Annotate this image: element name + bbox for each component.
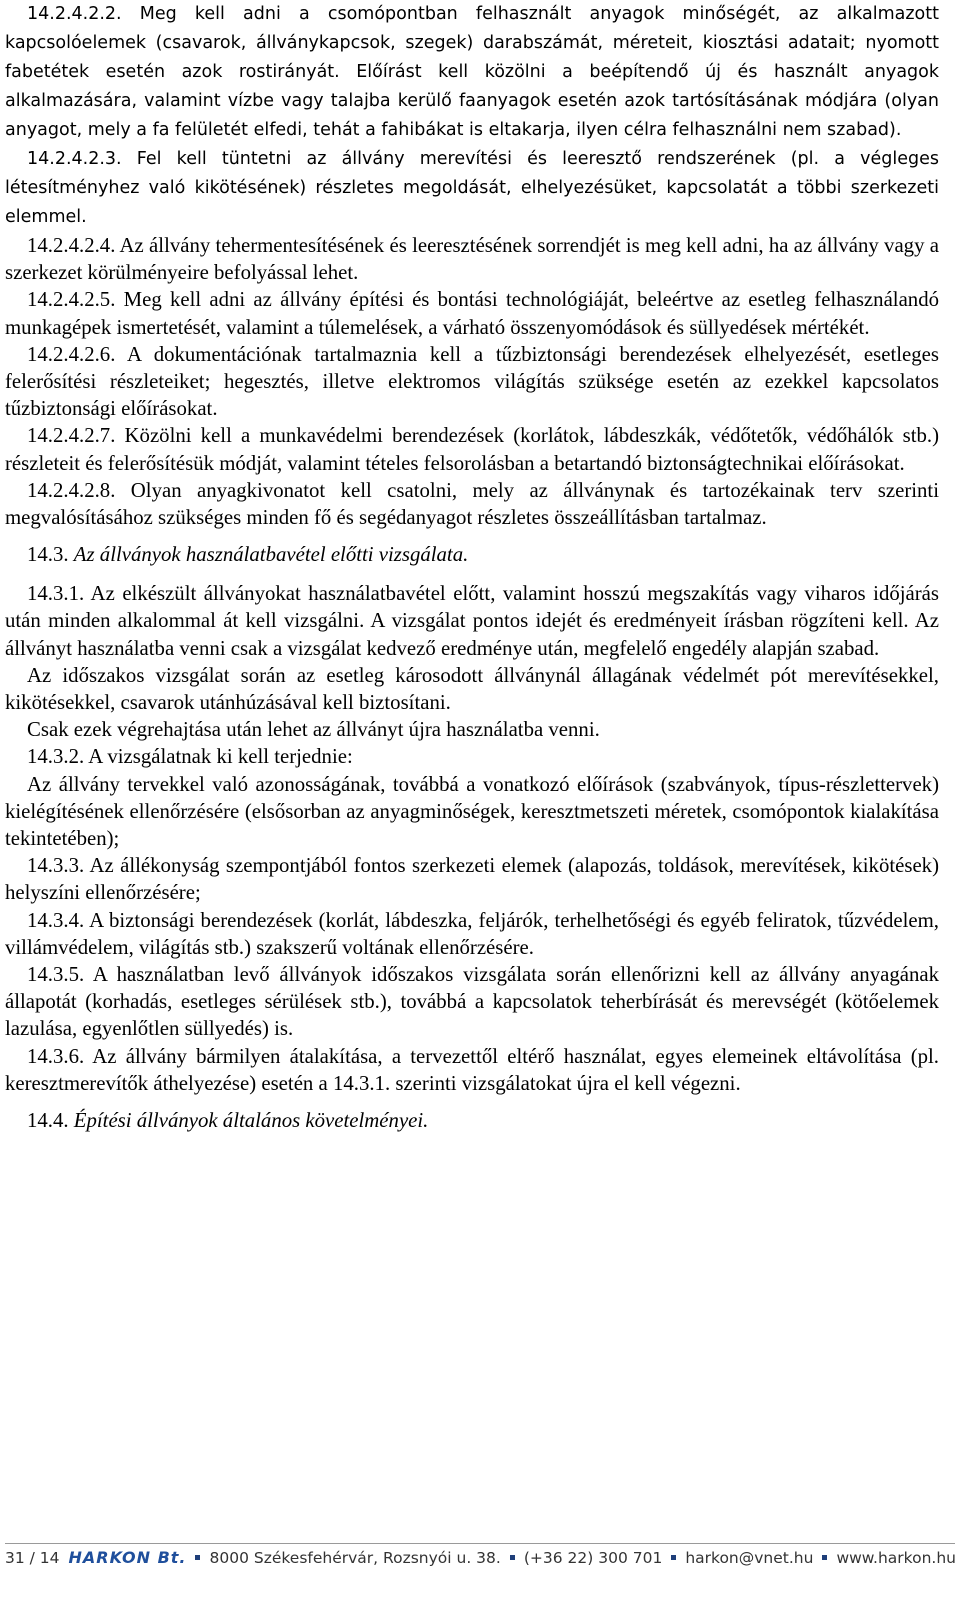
section-title: Építési állványok általános követelményei. (73, 1109, 429, 1133)
section-heading-14-4 (5, 1107, 939, 1134)
paragraph-14-3-2: 14.3.2. A vizsgálatnak ki kell terjednie: (27, 745, 353, 769)
company-address: 8000 Székesfehérvár, Rozsnyói u. 38. (209, 1548, 501, 1567)
paragraph-14-3-5: 14.3.5. A használatban levő állványok időszakos vizsgálata során ellenőrizni kell az állvány anyagának állapotát (korhadás, esetleges sérülések stb.), továbbá a kapcsolatok teherbírását és merevségét (kötőelemek lazulása, egyenlőtlen süllyedés) is. (5, 963, 939, 1041)
paragraph-conformity-check: Az állvány tervekkel való azonosságának, továbbá a vonatkozó előírások (szabványok, típus-részlettervek) kielégítésének ellenőrzésére (elsősorban az anyagminőségek, keresztmetszeti méretek, csomópontok kialakítása tekintetében); (5, 772, 939, 851)
paragraph-14-3-3: 14.3.3. Az állékonyság szempontjából fontos szerkezeti elemek (alapozás, toldások, merevítések, kikötések) helyszíni ellenőrzésére; (5, 854, 939, 905)
paragraph-14-2-4-2-5: 14.2.4.2.5. Meg kell adni az állvány építési és bontási technológiáját, beleértve az esetleg felhasználandó munkagépek ismertetését, valamint a túlemelések, a várható összenyomódások és süllyedések mértékét. (5, 288, 939, 339)
paragraph-14-3-6: 14.3.6. Az állvány bármilyen átalakítása, a tervezettől eltérő használat, egyes elemeinek eltávolítása (pl. keresztmerevítők áthelyezése) esetén a 14.3.1. szerinti vizsgálatokat újra el kell végezni. (5, 1044, 939, 1095)
paragraph-14-2-4-2-2: 14.2.4.2.2. Meg kell adni a csomópontban felhasznált anyagok minőségét, az alkalmazott kapcsolóelemek (csavarok, állványkapcsok, szegek) darabszámát, méreteit, kiosztási adatait; nyomott fabetétek esetén azok rostirányát. Előírást kell közölni a beépítendő új és használt anyagok alkalmazására, valamint vízbe vagy talajba kerülő faanyagok esetén azok tartósításának módjára (olyan anyagot, mely a fa felületét elfedi, tehát a fahibákat is eltakarja, ilyen célra felhasználni nem szabad). (5, 4, 939, 140)
paragraph-14-3-1: 14.3.1. Az elkészült állványokat használatbavétel előtt, valamint hosszú megszakítás vagy viharos időjárás után minden alkalommal át kell vizsgálni. A vizsgálat pontos idejét és eredményeit írásban rögzíteni kell. Az állványt használatba venni csak a vizsgálat kedvező eredménye után, megfelelő engedély alapján szabad. (5, 582, 939, 660)
company-email[interactable]: harkon@vnet.hu (685, 1548, 814, 1567)
section-title: Az állványok használatbavétel előtti vizsgálata. (73, 543, 469, 567)
paragraph-inspection-periodic: Az időszakos vizsgálat során az esetleg károsodott állványnál állagának védelmét pót merevítésekkel, kikötésekkel, csavarok utánhúzásával kell biztosítani. (5, 663, 939, 715)
document-page (5, 0, 939, 1540)
footer-rule (5, 1543, 955, 1544)
paragraph-14-2-4-2-7: 14.2.4.2.7. Közölni kell a munkavédelmi berendezések (korlátok, lábdeszkák, védőtetők, védőhálók stb.) részleteit és felerősítésük módját, valamint tételes felsorolásban a betartandó biztonságtechnikai előírásokat. (5, 424, 939, 475)
document-body (5, 0, 939, 1146)
company-website[interactable]: www.harkon.hu (836, 1548, 956, 1567)
page-footer (5, 1543, 955, 1573)
section-number: 14.4. (27, 1109, 74, 1133)
footer-row (5, 1548, 956, 1567)
separator-bullet (822, 1555, 827, 1560)
paragraph-14-2-4-2-8: 14.2.4.2.8. Olyan anyagkivonatot kell csatolni, mely az állványnak és tartozékainak terv szerinti megvalósításához szükséges minden fő és segédanyagot részletes összeállításban tartalmaz. (5, 478, 939, 530)
company-logo: HARKON Bt. (68, 1548, 187, 1567)
paragraph-14-3-4: 14.3.4. A biztonsági berendezések (korlát, lábdeszka, feljárók, terhelhetőségi és egyéb feliratok, tűzvédelem, villámvédelem, világítás stb.) szakszerű voltának ellenőrzésére. (5, 908, 939, 959)
separator-bullet (510, 1555, 515, 1560)
separator-bullet (195, 1555, 200, 1560)
separator-bullet (671, 1555, 676, 1560)
paragraph-reuse-after: Csak ezek végrehajtása után lehet az állványt újra használatba venni. (27, 718, 600, 742)
paragraph-14-2-4-2-6: 14.2.4.2.6. A dokumentációnak tartalmaznia kell a tűzbiztonsági berendezések elhelyezését, esetleges felerősítési részleteiket; hegesztés, illetve elektromos világítás szüksége esetén az ezekkel kapcsolatos tűzbiztonsági előírásokat. (5, 342, 939, 421)
company-phone: (+36 22) 300 701 (523, 1548, 663, 1567)
section-heading-14-3 (5, 541, 939, 568)
paragraph-14-2-4-2-3: 14.2.4.2.3. Fel kell tüntetni az állvány merevítési és leeresztő rendszerének (pl. a végleges létesítményhez való kikötésének) részletes megoldását, elhelyezésüket, kapcsolatát a többi szerkezeti elemmel. (5, 149, 939, 227)
page-number: 31 / 14 (5, 1548, 60, 1567)
section-number: 14.3. (27, 543, 74, 567)
paragraph-14-2-4-2-4: 14.2.4.2.4. Az állvány tehermentesítésének és leeresztésének sorrendjét is meg kell adni, ha az állvány vagy a szerkezet körülményeire befolyással lehet. (5, 234, 939, 285)
